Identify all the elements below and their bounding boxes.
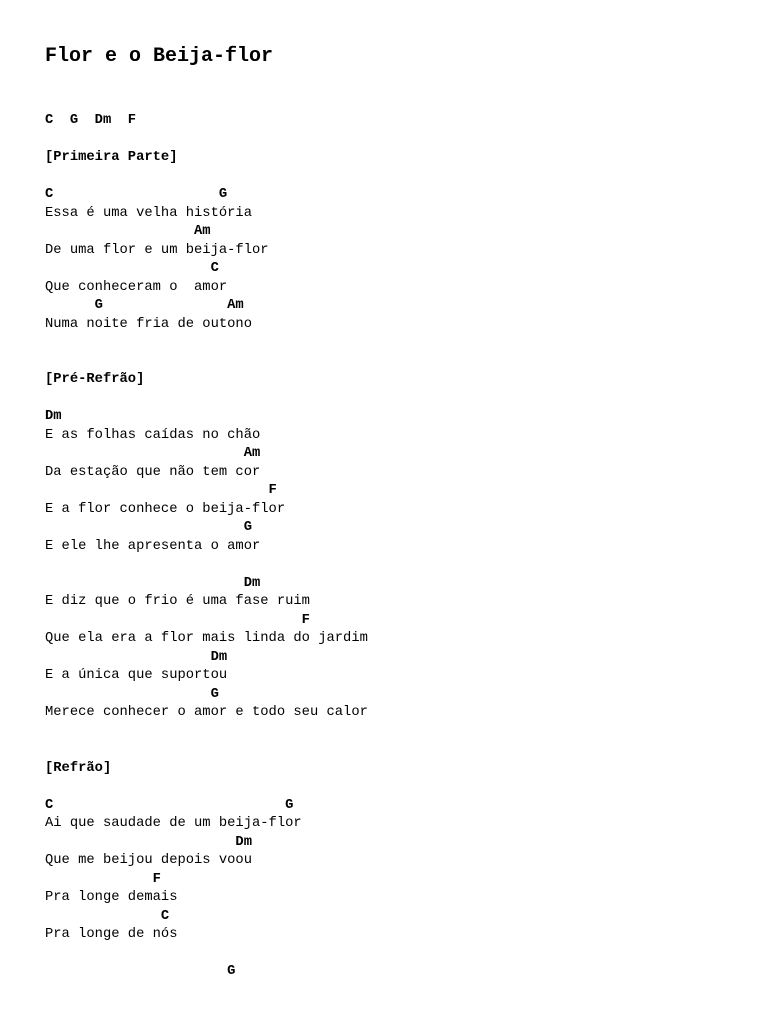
- chord-line: G: [45, 686, 219, 702]
- chord-line: Dm: [45, 575, 261, 591]
- chord-line: C: [45, 261, 219, 276]
- lyric-line: Que ela era a flor mais linda do jardim: [45, 631, 368, 646]
- lyric-line: Pra longe demais: [45, 890, 178, 905]
- chord-line: C: [45, 908, 170, 924]
- chord-line: G: [45, 964, 236, 979]
- chord-line: C G Dm F: [45, 113, 137, 128]
- chord-line: F: [45, 612, 310, 628]
- lyric-line: E ele lhe apresenta o amor: [45, 538, 261, 554]
- blank-line: [45, 741, 745, 760]
- lyric-line: Da estação que não tem cor: [45, 464, 261, 480]
- chord-line: C G: [45, 797, 294, 813]
- section-heading: [Pré-Refrão]: [45, 372, 145, 387]
- chord-line: Am: [45, 446, 261, 461]
- lyric-line: E diz que o frio é uma fase ruim: [45, 594, 310, 609]
- chord-line: Dm: [45, 834, 252, 850]
- blank-line: [45, 168, 745, 187]
- lyric-line: Numa noite fria de outono: [45, 316, 252, 332]
- lyric-line: E a flor conhece o beija-flor: [45, 501, 286, 517]
- blank-line: [45, 353, 745, 372]
- lyric-line: Essa é uma velha história: [45, 205, 252, 221]
- blank-line: [45, 390, 745, 409]
- chord-line: G Am: [45, 298, 244, 313]
- lyric-line: Merece conhecer o amor e todo seu calor: [45, 705, 368, 720]
- chord-line: G: [45, 520, 252, 535]
- lyric-line: Que me beijou depois voou: [45, 853, 252, 868]
- blank-line: [45, 334, 745, 353]
- chord-line: Am: [45, 224, 211, 239]
- song-title: Flor e o Beija-flor: [45, 45, 274, 68]
- lyric-line: Pra longe de nós: [45, 927, 178, 942]
- blank-line: [45, 131, 745, 150]
- lyric-line: E a única que suportou: [45, 668, 228, 683]
- blank-line: [45, 723, 745, 742]
- section-heading: [Refrão]: [45, 760, 112, 776]
- chord-line: F: [45, 871, 161, 887]
- blank-line: [45, 945, 745, 964]
- chord-line: Dm: [45, 649, 228, 665]
- chord-line: F: [45, 483, 277, 498]
- lyric-line: Ai que saudade de um beija-flor: [45, 816, 302, 831]
- lyric-line: E as folhas caídas no chão: [45, 427, 261, 443]
- chord-sheet: [45, 43, 745, 982]
- song-body: [45, 112, 745, 982]
- chord-line: Dm: [45, 409, 62, 424]
- section-heading: [Primeira Parte]: [45, 150, 178, 165]
- lyric-line: Que conheceram o amor: [45, 279, 228, 295]
- chord-line: C G: [45, 187, 228, 202]
- lyric-line: De uma flor e um beija-flor: [45, 242, 269, 258]
- blank-line: [45, 778, 745, 797]
- blank-line: [45, 556, 745, 575]
